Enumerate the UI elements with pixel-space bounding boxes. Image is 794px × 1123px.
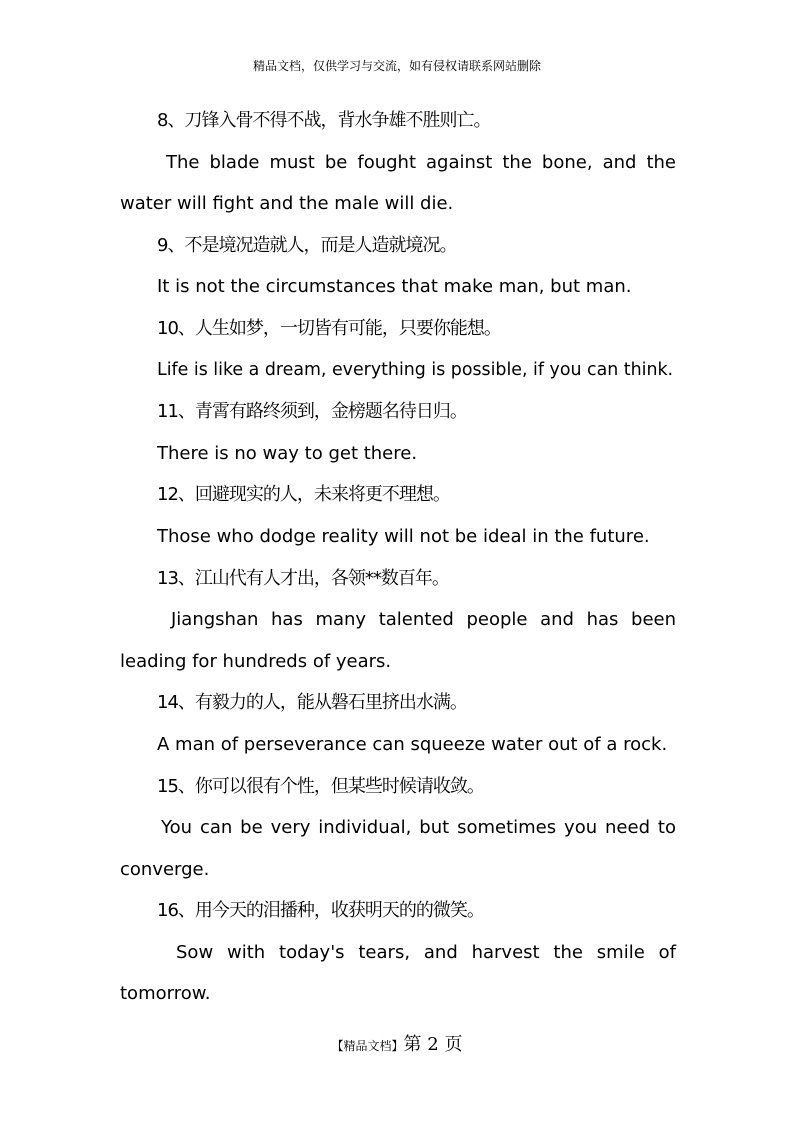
page-number: 第 2 页 [403,1034,463,1055]
text-line: You can be very individual, but sometimes you need to [161,817,676,839]
text-line: 13、江山代有人才出，各领**数百年。 [157,567,449,589]
text-line: 8、刀锋入骨不得不战，背水争雄不胜则亡。 [157,110,491,131]
text-line: 11、青霄有路终须到，金榜题名待日归。 [157,401,467,423]
page-footer [0,1031,794,1060]
text-line: Sow with today's tears, and harvest the smile of [176,941,676,963]
text-line: It is not the circumstances that make man, but man. [157,276,632,298]
text-line: The blade must be fought against the bone, and the [166,151,676,173]
text-line: A man of perseverance can squeeze water out of a rock. [157,733,668,755]
text-line: water will fight and the male will die. [120,193,454,215]
text-line: 14、有毅力的人，能从磐石里挤出水满。 [157,692,467,714]
footer-tag: 【精品文档】 [331,1039,404,1053]
text-line: Jiangshan has many talented people and has been [171,609,676,631]
text-line: Those who dodge reality will not be ideal in the future. [157,525,650,547]
text-line: 10、人生如梦，一切皆有可能，只要你能想。 [157,317,501,339]
text-line: converge. [120,858,210,880]
document-body [120,100,676,1015]
text-line: Life is like a dream, everything is possible, if you can think. [157,359,674,380]
text-line: 16、用今天的泪播种，收获明天的的微笑。 [157,900,484,922]
text-line: 9、不是境况造就人，而是人造就境况。 [157,234,457,256]
header-note: 精品文档，仅供学习与交流，如有侵权请联系网站删除 [252,59,541,73]
text-line: tomorrow. [120,983,211,1005]
text-line: 12、回避现实的人，未来将更不理想。 [157,484,450,506]
text-line: leading for hundreds of years. [120,650,392,672]
text-line: There is no way to get there. [157,442,418,464]
text-line: 15、你可以很有个性，但某些时候请收敛。 [157,775,484,797]
